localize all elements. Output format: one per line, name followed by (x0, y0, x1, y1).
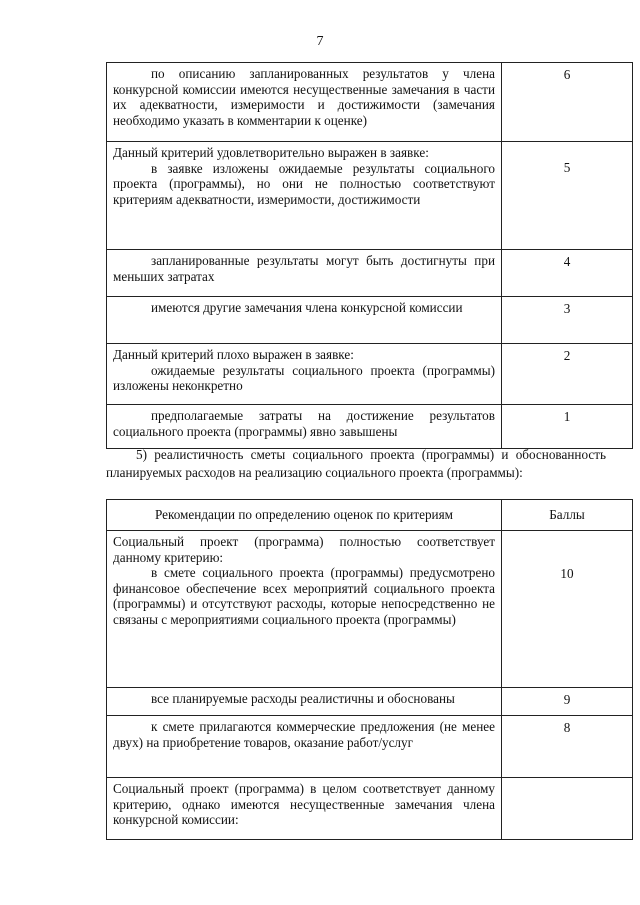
table-row (107, 63, 633, 142)
score-cell: 3 (502, 297, 633, 344)
section-5-paragraph: 5) реалистичность сметы социального проекта (программы) и обоснованность планируемых расходов на реализацию социального проекта (программы): (106, 447, 606, 480)
criterion-lead: Данный критерий плохо выражен в заявке: (113, 347, 354, 362)
criterion-text: по описанию запланированных результатов у члена конкурсной комиссии имеются несущественные замечания в части их адекватности, измеримости и достижимости (замечания необходимо указать в комментарии к оценке) (113, 66, 495, 128)
criterion-text: ожидаемые результаты социального проекта (программы) изложены неконкретно (113, 362, 495, 394)
table-row (107, 344, 633, 405)
score-cell: 8 (502, 716, 633, 778)
score-value: 10 (560, 566, 574, 581)
criterion-text: к смете прилагаются коммерческие предложения (не менее двух) на приобретение товаров, оказание работ/услуг (113, 719, 495, 750)
table-row (107, 250, 633, 297)
criterion-text: запланированные результаты могут быть достигнуты при меньших затратах (113, 253, 495, 284)
column-header-points: Баллы (502, 500, 633, 531)
table-row (107, 405, 633, 449)
table-row (107, 688, 633, 716)
score-cell (502, 142, 633, 250)
table-row (107, 778, 633, 840)
score-value: 5 (563, 160, 571, 175)
criterion-text: имеются другие замечания члена конкурсной комиссии (151, 300, 463, 315)
score-cell: 4 (502, 250, 633, 297)
score-cell: 1 (502, 405, 633, 449)
criteria-table-1 (106, 62, 633, 449)
table-row (107, 297, 633, 344)
criterion-text: в смете социального проекта (программы) предусмотрено финансовое обеспечение всех мероприятий социального проекта (программы) и отсутствуют расходы, которые непосредственно не связаны с мероприятиями социального проекта (программы) (113, 565, 495, 627)
criterion-lead: Социальный проект (программа) полностью соответствует данному критерию: (113, 534, 495, 565)
score-cell: 6 (502, 63, 633, 142)
table-row (107, 531, 633, 688)
criterion-text: в заявке изложены ожидаемые результаты социального проекта (программы), но они не полностью соответствуют критериям адекватности, измеримости, достижимости (113, 160, 495, 207)
score-cell (502, 778, 633, 840)
table-header-row (107, 500, 633, 531)
score-cell: 9 (502, 688, 633, 716)
criterion-lead: Данный критерий удовлетворительно выражен в заявке: (113, 145, 429, 160)
score-cell: 2 (502, 344, 633, 405)
criterion-text: все планируемые расходы реалистичны и обоснованы (151, 691, 455, 706)
score-cell (502, 531, 633, 688)
table-row (107, 142, 633, 250)
criterion-lead: Социальный проект (программа) в целом соответствует данному критерию, однако имеются несущественные замечания члена конкурсной комиссии: (113, 781, 495, 828)
page-number: 7 (316, 34, 324, 49)
table-row (107, 716, 633, 778)
column-header-recommendations: Рекомендации по определению оценок по критериям (107, 500, 502, 531)
criterion-text: предполагаемые затраты на достижение результатов социального проекта (программы) явно завышены (113, 408, 495, 439)
criteria-table-2 (106, 499, 633, 840)
